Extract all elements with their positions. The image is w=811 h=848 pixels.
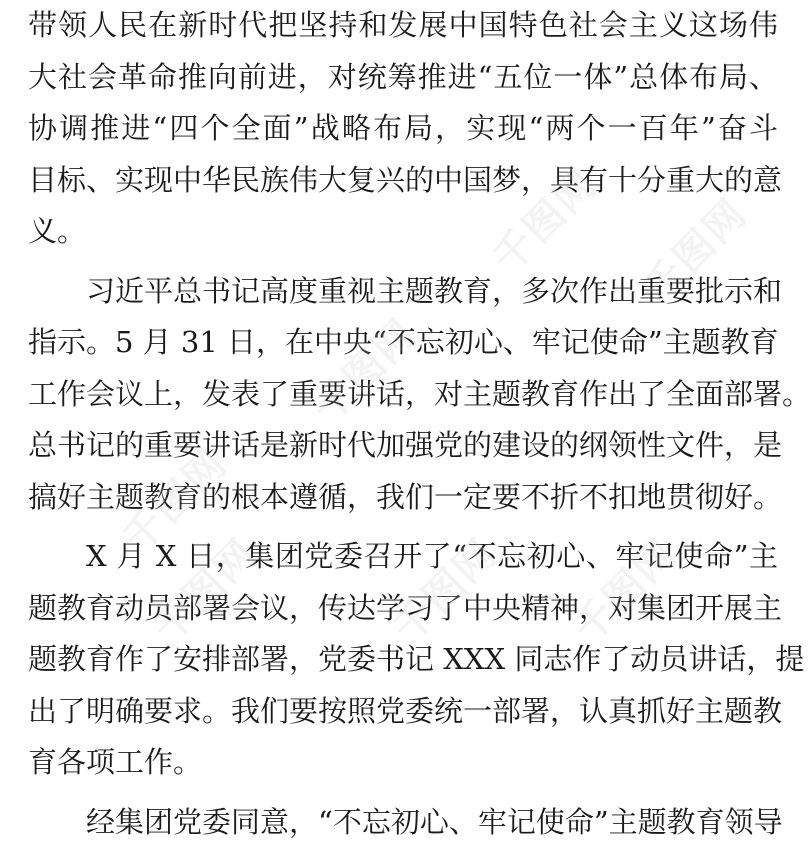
watermark-logo: 千图网 xyxy=(298,304,427,433)
watermark-logo: 千图网 xyxy=(138,524,267,653)
text-line: 总书记的重要讲话是新时代加强党的建设的纲领性文件，是 xyxy=(28,420,778,472)
text-line: 题教育作了安排部署，党委书记 XXX 同志作了动员讲话，提 xyxy=(28,634,778,686)
watermark-logo: 千图网 xyxy=(478,154,607,283)
text-line: 题教育动员部署会议，传达学习了中央精神，对集团开展主 xyxy=(28,583,778,635)
text-line: 经集团党委同意，“不忘初心、牢记使命”主题教育领导 xyxy=(28,797,778,848)
text-line: 育各项工作。 xyxy=(28,737,778,789)
watermark-logo: 千图网 xyxy=(108,434,237,563)
text-line: 搞好主题教育的根本遵循，我们一定要不折不扣地贯彻好。 xyxy=(28,472,778,524)
text-line: 协调推进“四个全面”战略布局，实现“两个一百年”奋斗 xyxy=(28,103,778,155)
text-line: 习近平总书记高度重视主题教育，多次作出重要批示和 xyxy=(28,266,778,318)
text-line: 工作会议上，发表了重要讲话，对主题教育作出了全面部署。 xyxy=(28,369,778,421)
paragraph xyxy=(28,531,778,789)
text-line: 指示。5 月 31 日，在中央“不忘初心、牢记使命”主题教育 xyxy=(28,317,778,369)
paragraph-gap xyxy=(28,258,778,266)
document-body xyxy=(28,0,778,848)
paragraph-gap xyxy=(28,523,778,531)
watermark-logo: 千图网 xyxy=(378,524,507,653)
watermark-logo: 千图网 xyxy=(558,524,687,653)
text-line: X 月 X 日，集团党委召开了“不忘初心、牢记使命”主 xyxy=(28,531,778,583)
text-line: 大社会革命推向前进，对统筹推进“五位一体”总体布局、 xyxy=(28,52,778,104)
text-line: 带领人民在新时代把坚持和发展中国特色社会主义这场伟 xyxy=(28,0,778,52)
paragraph-gap xyxy=(28,789,778,797)
text-line: 义。 xyxy=(28,206,778,258)
paragraph xyxy=(28,266,778,524)
paragraph xyxy=(28,797,778,848)
text-line: 出了明确要求。我们要按照党委统一部署，认真抓好主题教 xyxy=(28,686,778,738)
text-line: 目标、实现中华民族伟大复兴的中国梦，具有十分重大的意 xyxy=(28,155,778,207)
watermark-logo: 千图网 xyxy=(628,184,757,313)
paragraph xyxy=(28,0,778,258)
